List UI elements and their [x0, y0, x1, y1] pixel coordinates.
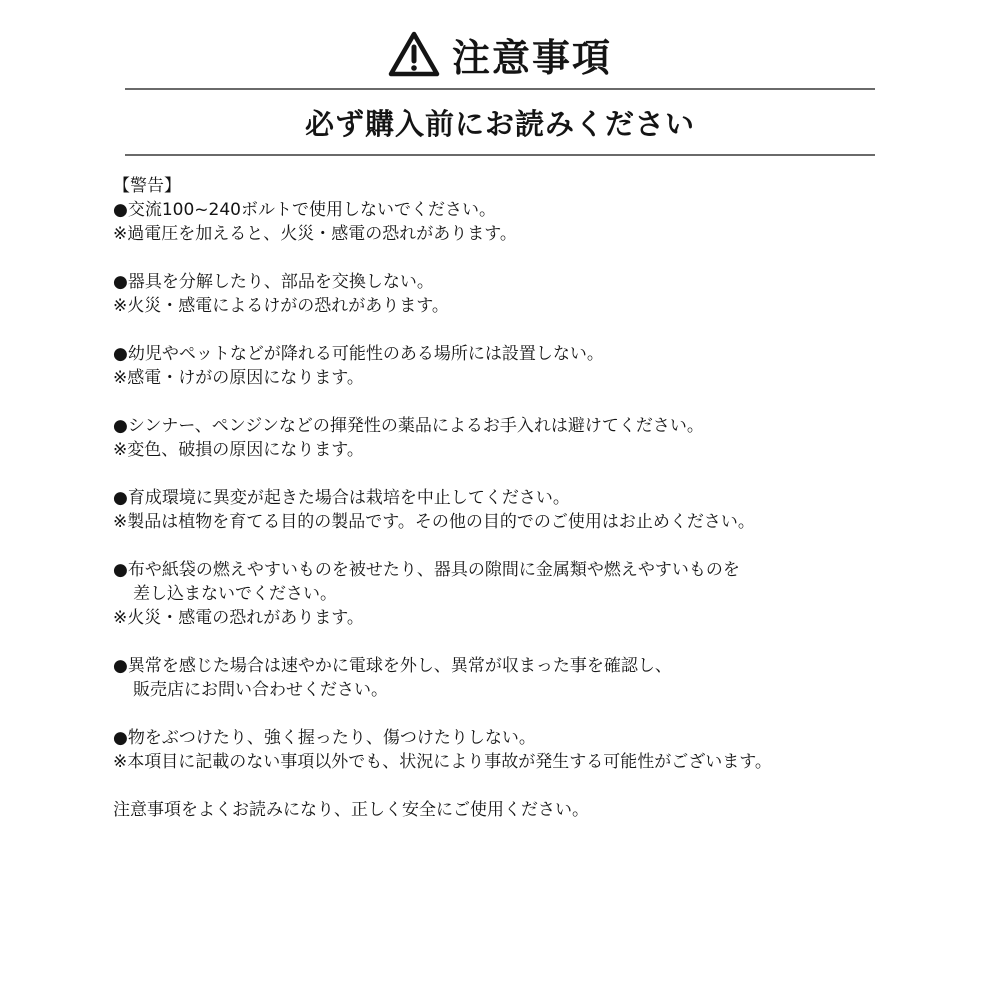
notice-item-text: ●布や紙袋の燃えやすいものを被せたり、器具の隙間に金属類や燃えやすいものを	[113, 560, 740, 580]
notice-item-note: ※感電・けがの原因になります。	[113, 368, 364, 388]
notice-item	[113, 270, 893, 318]
notice-item-note: ※火災・感電の恐れがあります。	[113, 608, 364, 628]
notice-item	[113, 414, 893, 462]
notice-item-note: ※過電圧を加えると、火災・感電の恐れがあります。	[113, 224, 517, 244]
section-label: 【警告】	[113, 176, 181, 196]
title-divider-top	[125, 88, 875, 90]
notice-item	[113, 486, 893, 534]
notice-item-text-continued: 差し込まないでください。	[133, 584, 337, 604]
page-subtitle: 必ず購入前にお読みください	[304, 107, 695, 141]
notice-item-text: ●物をぶつけたり、強く握ったり、傷つけたりしない。	[113, 728, 536, 748]
notice-item-text: ●シンナー、ペンジンなどの揮発性の薬品によるお手入れは避けてください。	[113, 416, 704, 436]
notice-item-text: ●交流100~240ボルトで使用しないでください。	[113, 200, 496, 220]
closing-note: 注意事項をよくお読みになり、正しく安全にご使用ください。	[113, 800, 589, 820]
notice-item-note: ※製品は植物を育てる目的の製品です。その他の目的でのご使用はお止めください。	[113, 512, 755, 532]
title-divider-bottom	[125, 154, 875, 156]
notice-header	[0, 22, 1000, 86]
notice-item	[113, 342, 893, 390]
notice-item-note: ※本項目に記載のない事項以外でも、状況により事故が発生する可能性がございます。	[113, 752, 772, 772]
notice-item	[113, 558, 893, 630]
notice-body	[113, 174, 893, 822]
notice-item	[113, 198, 893, 246]
notice-item	[113, 726, 893, 774]
notice-item-text: ●器具を分解したり、部品を交換しない。	[113, 272, 434, 292]
notice-item-text: ●幼児やペットなどが降れる可能性のある場所には設置しない。	[113, 344, 604, 364]
page-title: 注意事項	[451, 35, 612, 80]
warning-triangle-icon	[388, 30, 440, 78]
notice-item-text: ●育成環境に異変が起きた場合は栽培を中止してください。	[113, 488, 570, 508]
notice-item-text: ●異常を感じた場合は速やかに電球を外し、異常が収まった事を確認し、	[113, 656, 672, 676]
notice-item-note: ※火災・感電によるけがの恐れがあります。	[113, 296, 449, 316]
notice-item	[113, 654, 893, 702]
notice-item-text-continued: 販売店にお問い合わせください。	[133, 680, 388, 700]
notice-item-note: ※変色、破損の原因になります。	[113, 440, 364, 460]
